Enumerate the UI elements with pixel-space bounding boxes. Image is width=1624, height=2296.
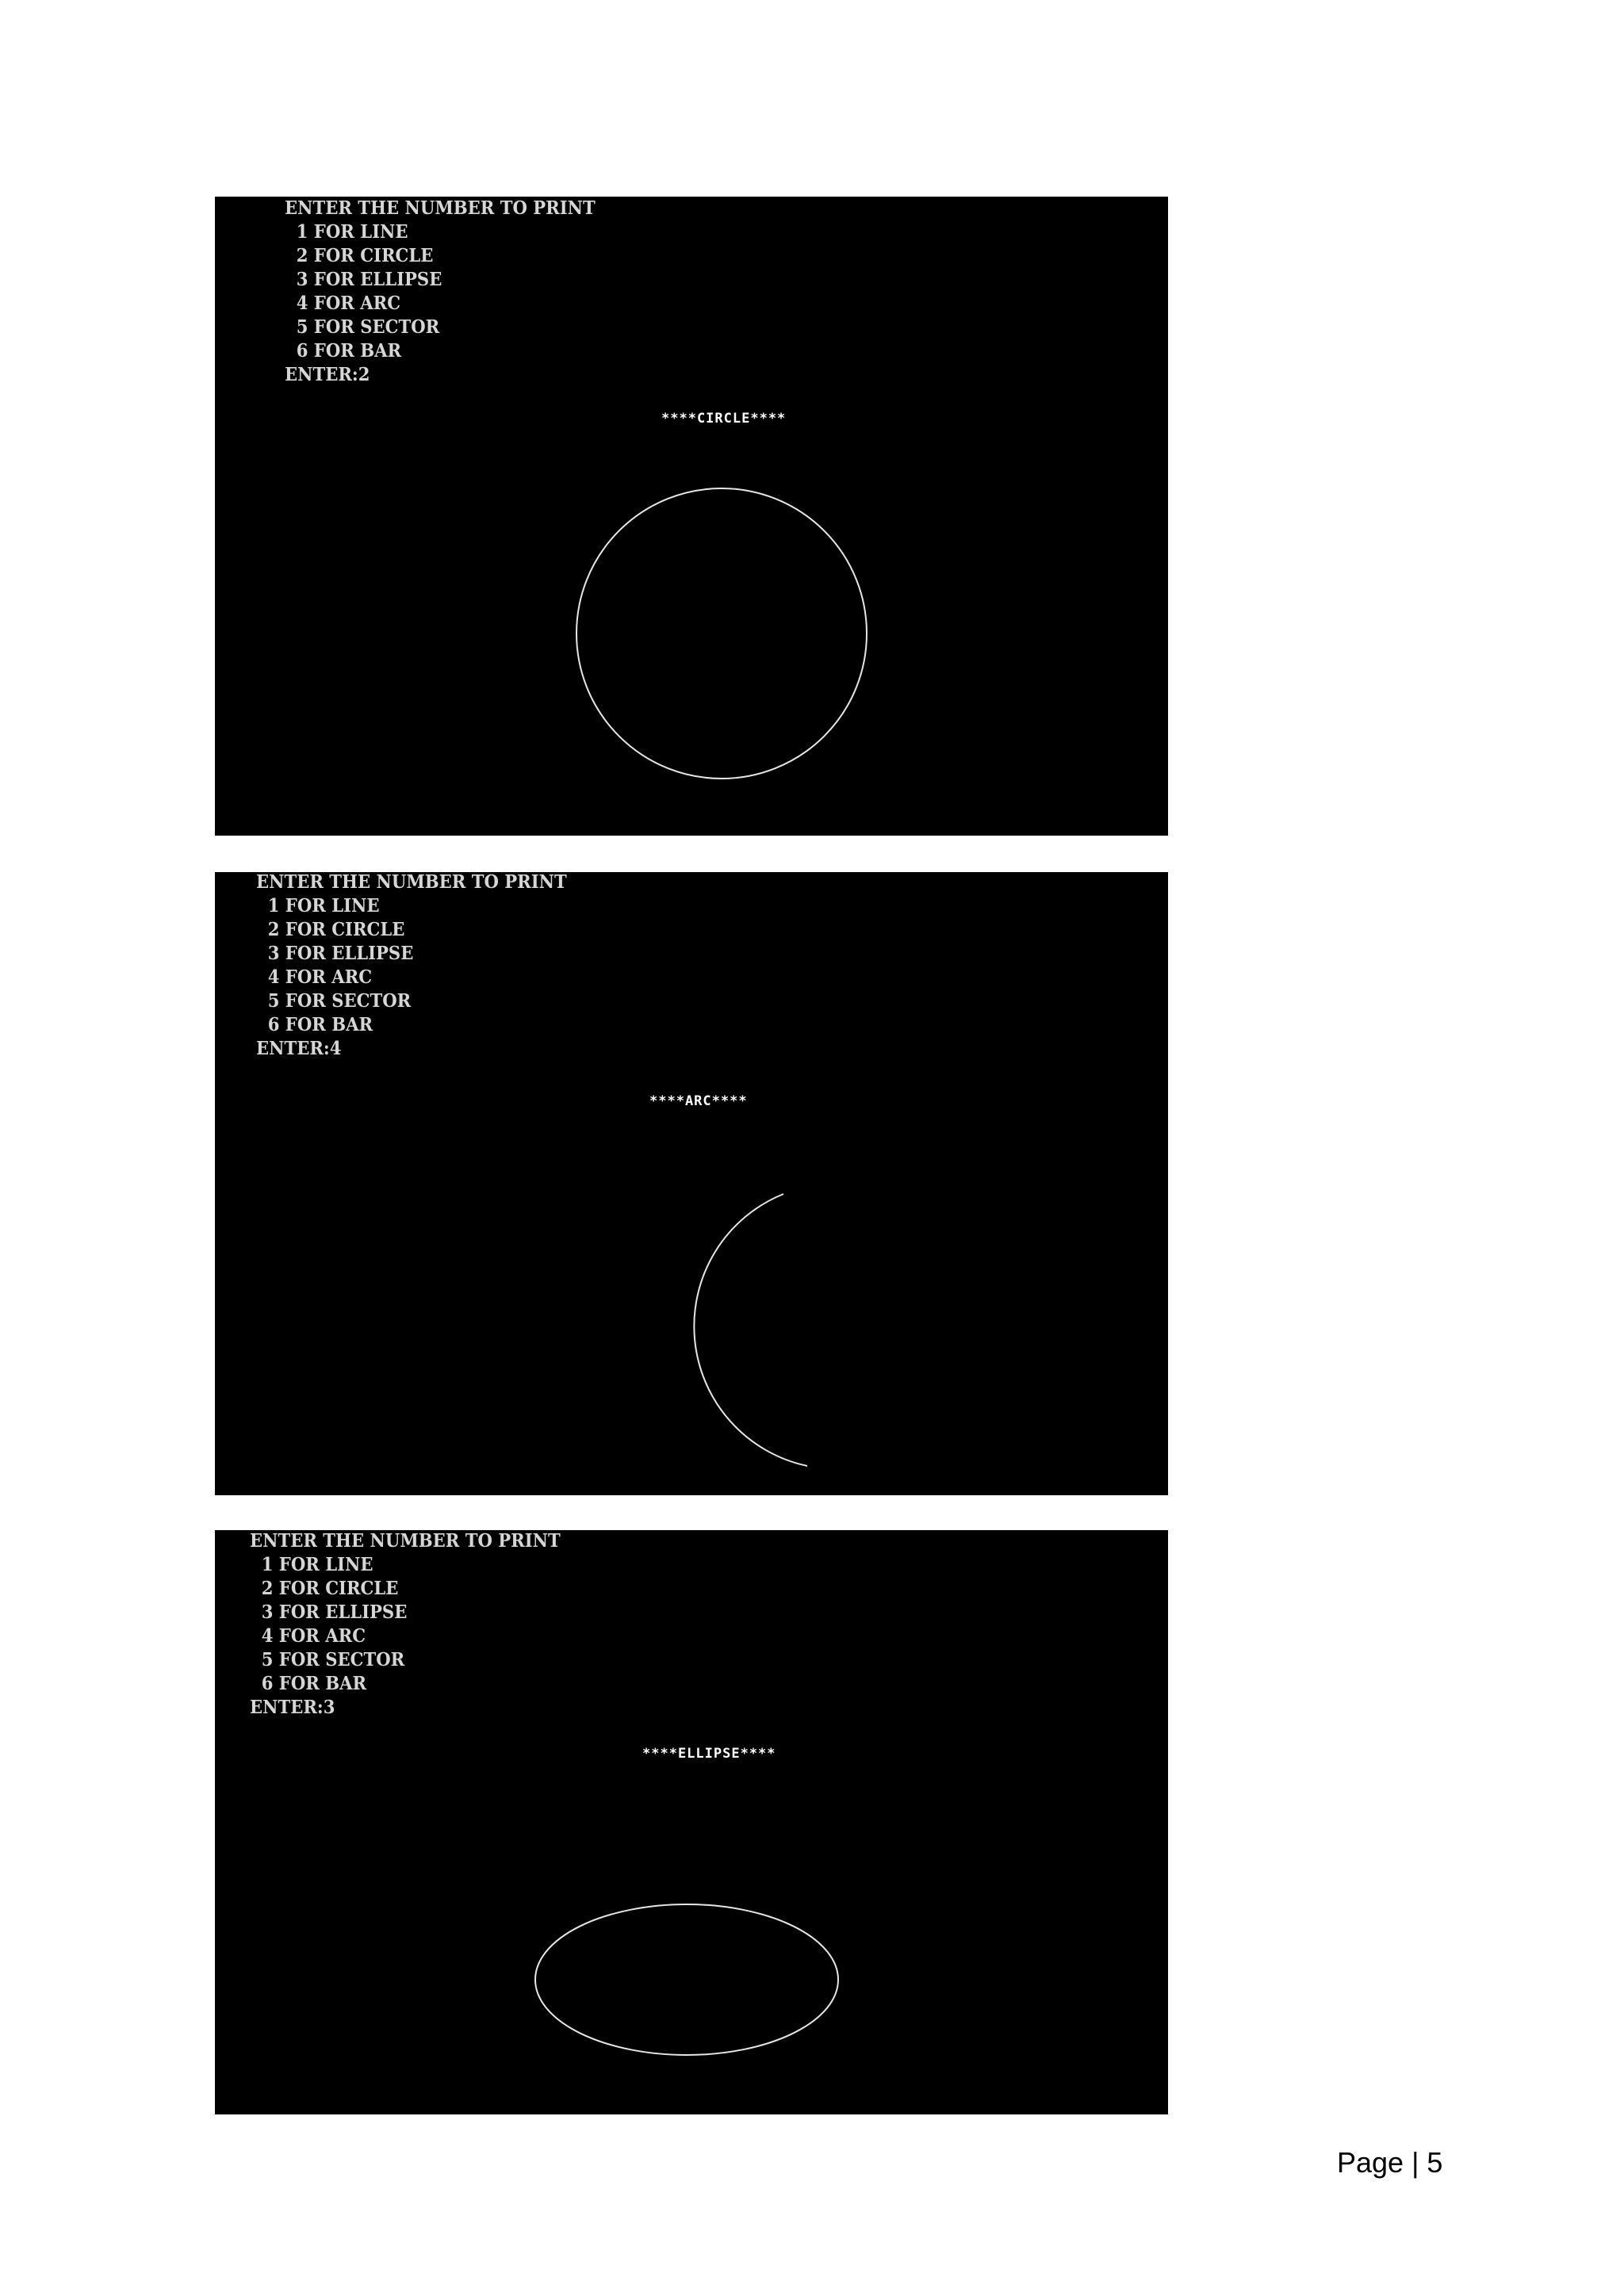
console-screenshot-arc	[215, 872, 1168, 1495]
menu-prompt: ENTER THE NUMBER TO PRINT	[256, 872, 567, 893]
menu-option-line: 1 FOR LINE	[296, 221, 408, 243]
console-screenshot-circle	[215, 197, 1168, 836]
circle-outline	[576, 488, 867, 779]
menu-option-line: 1 FOR LINE	[267, 895, 380, 916]
menu-option-bar: 6 FOR BAR	[267, 1014, 373, 1035]
menu-option-circle: 2 FOR CIRCLE	[267, 919, 405, 940]
shape-banner: ****ELLIPSE****	[642, 1746, 776, 1762]
menu-option-circle: 2 FOR CIRCLE	[296, 245, 434, 266]
menu-option-ellipse: 3 FOR ELLIPSE	[261, 1601, 408, 1623]
menu-option-circle: 2 FOR CIRCLE	[261, 1578, 399, 1599]
menu-option-sector: 5 FOR SECTOR	[267, 990, 412, 1012]
menu-option-ellipse: 3 FOR ELLIPSE	[296, 269, 442, 290]
shape-banner: ****CIRCLE****	[661, 411, 787, 427]
ellipse-shape	[215, 1530, 1168, 2114]
page-number: Page | 5	[1337, 2146, 1443, 2179]
menu-prompt: ENTER THE NUMBER TO PRINT	[250, 1530, 561, 1552]
menu-option-line: 1 FOR LINE	[261, 1554, 373, 1575]
menu-option-arc: 4 FOR ARC	[267, 966, 373, 988]
console-screenshot-ellipse	[215, 1530, 1168, 2114]
menu-input-line: ENTER:3	[250, 1697, 335, 1718]
menu-option-arc: 4 FOR ARC	[261, 1625, 366, 1647]
menu-input-line: ENTER:2	[285, 364, 370, 385]
arc-shape	[215, 872, 1168, 1495]
ellipse-outline	[535, 1904, 838, 2055]
arc-outline	[694, 1194, 807, 1466]
menu-option-sector: 5 FOR SECTOR	[261, 1649, 405, 1670]
menu-option-bar: 6 FOR BAR	[261, 1673, 367, 1694]
menu-prompt: ENTER THE NUMBER TO PRINT	[285, 197, 596, 219]
menu-option-bar: 6 FOR BAR	[296, 340, 402, 362]
menu-input-line: ENTER:4	[256, 1038, 342, 1059]
circle-shape	[215, 197, 1168, 836]
menu-option-ellipse: 3 FOR ELLIPSE	[267, 943, 414, 964]
menu-option-arc: 4 FOR ARC	[296, 293, 401, 314]
menu-option-sector: 5 FOR SECTOR	[296, 316, 440, 338]
shape-banner: ****ARC****	[649, 1093, 748, 1109]
